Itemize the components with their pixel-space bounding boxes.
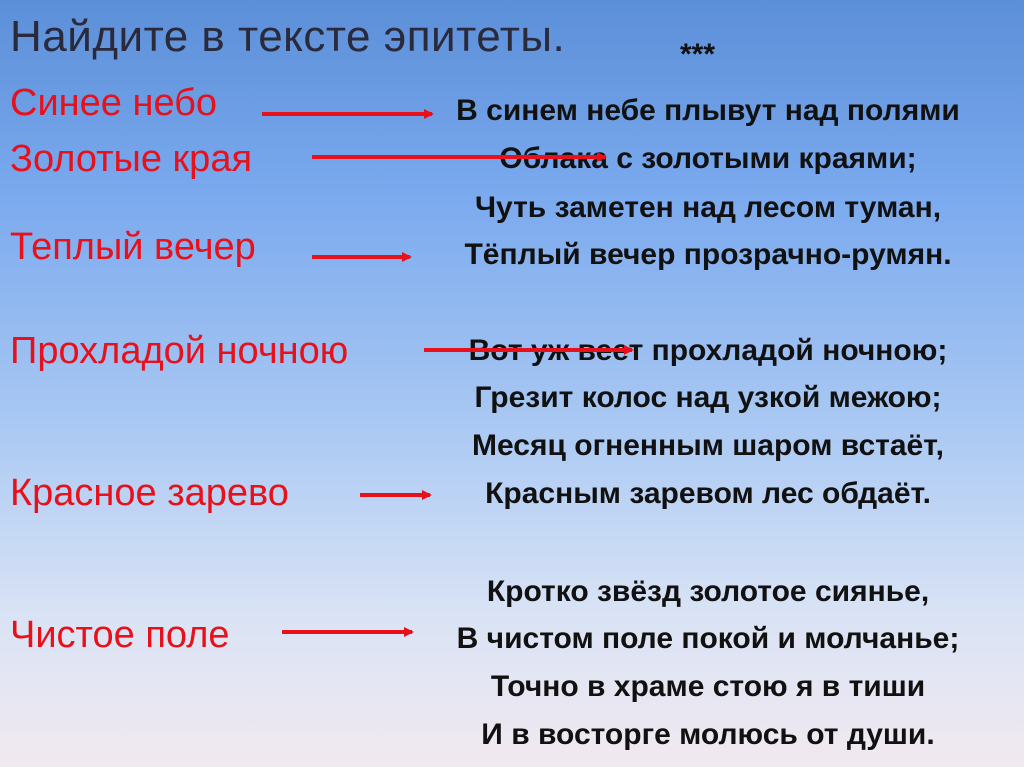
poem-line-11: Точно в храме стою я в тиши: [490, 670, 926, 703]
stars-separator: ***: [680, 38, 716, 71]
poem-line-2: Облака с золотыми краями;: [499, 142, 917, 175]
poem-line-9: Кротко звёзд золотое сиянье,: [486, 575, 930, 608]
poem-line-10: В чистом поле покой и молчанье;: [456, 622, 960, 655]
poem-line-1: В синем небе плывут над полями: [456, 94, 960, 127]
slide-title: Найдите в тексте эпитеты.: [10, 12, 566, 61]
epithet-1: Синее небо: [10, 82, 218, 124]
poem-line-5: Вот уж веет прохладой ночною;: [468, 334, 948, 367]
epithet-4: Прохладой ночною: [10, 330, 349, 372]
poem-line-4: Тёплый вечер прозрачно-румян.: [464, 238, 952, 271]
poem-line-6: Грезит колос над узкой межою;: [474, 381, 942, 414]
epithet-3: Теплый вечер: [10, 226, 256, 268]
poem-line-3: Чуть заметен над лесом туман,: [474, 191, 942, 224]
poem-line-7: Месяц огненным шаром встаёт,: [472, 429, 944, 462]
epithet-5: Красное зарево: [10, 472, 289, 514]
poem-line-12: И в восторге молюсь от души.: [481, 718, 935, 751]
poem-line-8: Красным заревом лес обдаёт.: [485, 477, 931, 510]
epithet-6: Чистое поле: [10, 614, 230, 656]
epithet-2: Золотые края: [10, 138, 253, 180]
